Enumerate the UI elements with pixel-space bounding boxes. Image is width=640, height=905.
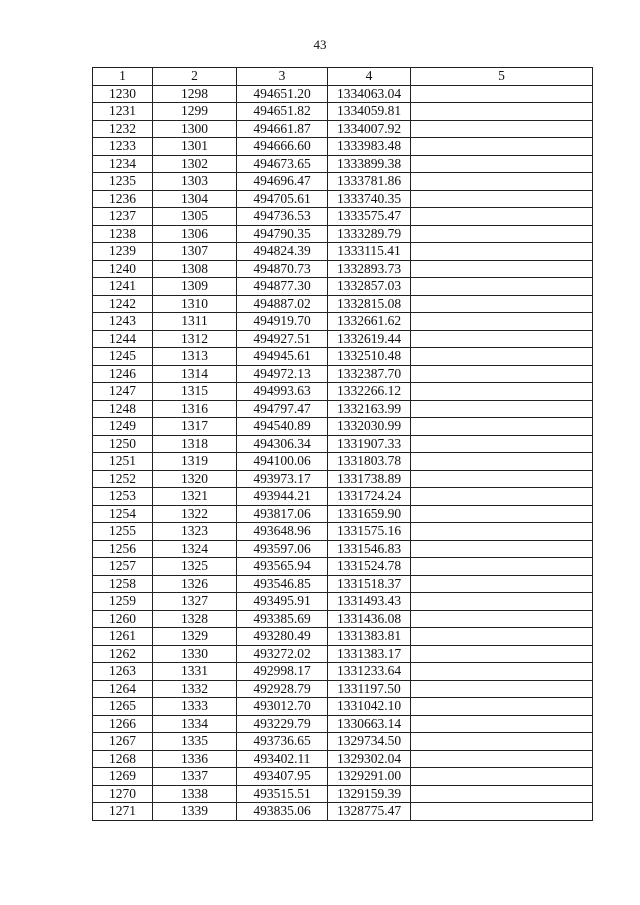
table-cell-col-5 bbox=[411, 540, 593, 558]
table-row bbox=[93, 278, 593, 296]
table-cell-col-4: 1332030.99 bbox=[328, 418, 411, 436]
table-cell-col-4: 1329291.00 bbox=[328, 768, 411, 786]
table-cell-col-4: 1331738.89 bbox=[328, 470, 411, 488]
table-cell-col-1: 1246 bbox=[93, 365, 153, 383]
table-cell-col-2: 1329 bbox=[153, 628, 237, 646]
table-cell-col-3: 494824.39 bbox=[237, 243, 328, 261]
table-cell-col-5 bbox=[411, 418, 593, 436]
table-cell-col-5 bbox=[411, 400, 593, 418]
table-cell-col-1: 1254 bbox=[93, 505, 153, 523]
table-cell-col-1: 1253 bbox=[93, 488, 153, 506]
table-row bbox=[93, 313, 593, 331]
table-cell-col-4: 1331524.78 bbox=[328, 558, 411, 576]
table-cell-col-4: 1328775.47 bbox=[328, 803, 411, 821]
page-number: 43 bbox=[313, 37, 327, 52]
table-cell-col-4: 1331436.08 bbox=[328, 610, 411, 628]
table-cell-col-3: 494877.30 bbox=[237, 278, 328, 296]
table-cell-col-5 bbox=[411, 120, 593, 138]
table-cell-col-1: 1256 bbox=[93, 540, 153, 558]
table-cell-col-2: 1327 bbox=[153, 593, 237, 611]
table-cell-col-3: 494945.61 bbox=[237, 348, 328, 366]
table-cell-col-2: 1317 bbox=[153, 418, 237, 436]
table-cell-col-3: 494666.60 bbox=[237, 138, 328, 156]
table-cell-col-2: 1306 bbox=[153, 225, 237, 243]
table-cell-col-5 bbox=[411, 365, 593, 383]
table-cell-col-5 bbox=[411, 103, 593, 121]
table-row bbox=[93, 225, 593, 243]
table-cell-col-4: 1331907.33 bbox=[328, 435, 411, 453]
table-cell-col-1: 1236 bbox=[93, 190, 153, 208]
table-cell-col-3: 493973.17 bbox=[237, 470, 328, 488]
table-cell-col-3: 494993.63 bbox=[237, 383, 328, 401]
table-cell-col-3: 493546.85 bbox=[237, 575, 328, 593]
table-cell-col-4: 1332163.99 bbox=[328, 400, 411, 418]
table-cell-col-3: 493597.06 bbox=[237, 540, 328, 558]
table-cell-col-4: 1331493.43 bbox=[328, 593, 411, 611]
table-cell-col-1: 1239 bbox=[93, 243, 153, 261]
table-cell-col-1: 1240 bbox=[93, 260, 153, 278]
table-cell-col-4: 1331383.17 bbox=[328, 645, 411, 663]
column-header-1: 1 bbox=[93, 68, 153, 86]
table-cell-col-4: 1331575.16 bbox=[328, 523, 411, 541]
table-cell-col-5 bbox=[411, 610, 593, 628]
table-cell-col-2: 1331 bbox=[153, 663, 237, 681]
table-cell-col-2: 1304 bbox=[153, 190, 237, 208]
table-cell-col-2: 1318 bbox=[153, 435, 237, 453]
table-cell-col-3: 493402.11 bbox=[237, 750, 328, 768]
table-cell-col-2: 1305 bbox=[153, 208, 237, 226]
table-cell-col-4: 1332815.08 bbox=[328, 295, 411, 313]
table-cell-col-1: 1242 bbox=[93, 295, 153, 313]
table-row bbox=[93, 120, 593, 138]
table-cell-col-2: 1301 bbox=[153, 138, 237, 156]
table-row bbox=[93, 103, 593, 121]
table-cell-col-5 bbox=[411, 138, 593, 156]
table-cell-col-4: 1333289.79 bbox=[328, 225, 411, 243]
table-row bbox=[93, 400, 593, 418]
table-cell-col-4: 1333781.86 bbox=[328, 173, 411, 191]
table-cell-col-4: 1331042.10 bbox=[328, 698, 411, 716]
table-row bbox=[93, 785, 593, 803]
table-cell-col-1: 1257 bbox=[93, 558, 153, 576]
table-cell-col-5 bbox=[411, 435, 593, 453]
table-cell-col-5 bbox=[411, 260, 593, 278]
table-cell-col-4: 1331383.81 bbox=[328, 628, 411, 646]
table-cell-col-3: 494790.35 bbox=[237, 225, 328, 243]
table-cell-col-3: 493407.95 bbox=[237, 768, 328, 786]
table-cell-col-2: 1332 bbox=[153, 680, 237, 698]
table-cell-col-2: 1309 bbox=[153, 278, 237, 296]
table-cell-col-5 bbox=[411, 453, 593, 471]
table-row bbox=[93, 610, 593, 628]
table-cell-col-4: 1332387.70 bbox=[328, 365, 411, 383]
table-cell-col-1: 1251 bbox=[93, 453, 153, 471]
table-cell-col-2: 1313 bbox=[153, 348, 237, 366]
table-row bbox=[93, 435, 593, 453]
table-cell-col-5 bbox=[411, 785, 593, 803]
table-row bbox=[93, 453, 593, 471]
table-cell-col-4: 1331197.50 bbox=[328, 680, 411, 698]
table-cell-col-2: 1335 bbox=[153, 733, 237, 751]
table-cell-col-2: 1320 bbox=[153, 470, 237, 488]
table-cell-col-3: 493229.79 bbox=[237, 715, 328, 733]
table-row bbox=[93, 645, 593, 663]
table-cell-col-1: 1234 bbox=[93, 155, 153, 173]
table-cell-col-5 bbox=[411, 85, 593, 103]
table-cell-col-2: 1303 bbox=[153, 173, 237, 191]
table-cell-col-4: 1333740.35 bbox=[328, 190, 411, 208]
table-cell-col-5 bbox=[411, 243, 593, 261]
table-cell-col-5 bbox=[411, 383, 593, 401]
table-row bbox=[93, 715, 593, 733]
table-row bbox=[93, 418, 593, 436]
table-row bbox=[93, 330, 593, 348]
table-cell-col-5 bbox=[411, 663, 593, 681]
table-cell-col-2: 1316 bbox=[153, 400, 237, 418]
table-cell-col-5 bbox=[411, 470, 593, 488]
table-row bbox=[93, 698, 593, 716]
table-cell-col-1: 1255 bbox=[93, 523, 153, 541]
table-cell-col-4: 1331803.78 bbox=[328, 453, 411, 471]
table-cell-col-2: 1326 bbox=[153, 575, 237, 593]
table-cell-col-3: 494797.47 bbox=[237, 400, 328, 418]
table-cell-col-1: 1270 bbox=[93, 785, 153, 803]
table-cell-col-3: 494661.87 bbox=[237, 120, 328, 138]
table-cell-col-5 bbox=[411, 593, 593, 611]
table-row bbox=[93, 243, 593, 261]
table-cell-col-4: 1334063.04 bbox=[328, 85, 411, 103]
table-cell-col-2: 1339 bbox=[153, 803, 237, 821]
table-row bbox=[93, 365, 593, 383]
table-cell-col-2: 1298 bbox=[153, 85, 237, 103]
coordinates-table bbox=[92, 67, 593, 821]
table-cell-col-2: 1334 bbox=[153, 715, 237, 733]
table-cell-col-3: 493495.91 bbox=[237, 593, 328, 611]
table-row bbox=[93, 470, 593, 488]
table-cell-col-4: 1331518.37 bbox=[328, 575, 411, 593]
table-cell-col-3: 493385.69 bbox=[237, 610, 328, 628]
table-cell-col-3: 493817.06 bbox=[237, 505, 328, 523]
table-cell-col-3: 493565.94 bbox=[237, 558, 328, 576]
table-cell-col-2: 1337 bbox=[153, 768, 237, 786]
table-cell-col-3: 494972.13 bbox=[237, 365, 328, 383]
column-header-3: 3 bbox=[237, 68, 328, 86]
table-cell-col-1: 1230 bbox=[93, 85, 153, 103]
table-cell-col-1: 1265 bbox=[93, 698, 153, 716]
table-cell-col-2: 1308 bbox=[153, 260, 237, 278]
table-row bbox=[93, 628, 593, 646]
table-cell-col-2: 1311 bbox=[153, 313, 237, 331]
table-row bbox=[93, 733, 593, 751]
table-cell-col-5 bbox=[411, 295, 593, 313]
table-cell-col-2: 1325 bbox=[153, 558, 237, 576]
table-cell-col-4: 1332893.73 bbox=[328, 260, 411, 278]
table-row bbox=[93, 488, 593, 506]
table-cell-col-3: 494651.82 bbox=[237, 103, 328, 121]
table-cell-col-1: 1268 bbox=[93, 750, 153, 768]
table-cell-col-1: 1243 bbox=[93, 313, 153, 331]
table-cell-col-3: 492998.17 bbox=[237, 663, 328, 681]
table-cell-col-1: 1264 bbox=[93, 680, 153, 698]
table-row bbox=[93, 593, 593, 611]
table-row bbox=[93, 260, 593, 278]
table-cell-col-3: 494540.89 bbox=[237, 418, 328, 436]
table-cell-col-1: 1267 bbox=[93, 733, 153, 751]
table-cell-col-3: 494306.34 bbox=[237, 435, 328, 453]
table-cell-col-1: 1250 bbox=[93, 435, 153, 453]
table-cell-col-2: 1307 bbox=[153, 243, 237, 261]
table-cell-col-2: 1315 bbox=[153, 383, 237, 401]
table-cell-col-2: 1336 bbox=[153, 750, 237, 768]
table-cell-col-5 bbox=[411, 208, 593, 226]
table-cell-col-1: 1271 bbox=[93, 803, 153, 821]
table-cell-col-5 bbox=[411, 330, 593, 348]
table-cell-col-1: 1248 bbox=[93, 400, 153, 418]
table-cell-col-3: 493736.65 bbox=[237, 733, 328, 751]
table-cell-col-2: 1324 bbox=[153, 540, 237, 558]
table-cell-col-1: 1241 bbox=[93, 278, 153, 296]
table-cell-col-5 bbox=[411, 190, 593, 208]
table-row bbox=[93, 208, 593, 226]
table-row bbox=[93, 138, 593, 156]
table-cell-col-4: 1330663.14 bbox=[328, 715, 411, 733]
table-cell-col-3: 494887.02 bbox=[237, 295, 328, 313]
table-cell-col-3: 494705.61 bbox=[237, 190, 328, 208]
table-cell-col-2: 1299 bbox=[153, 103, 237, 121]
table-cell-col-5 bbox=[411, 750, 593, 768]
table-cell-col-3: 494919.70 bbox=[237, 313, 328, 331]
table-cell-col-1: 1244 bbox=[93, 330, 153, 348]
table-cell-col-1: 1249 bbox=[93, 418, 153, 436]
table-row bbox=[93, 85, 593, 103]
table-cell-col-2: 1330 bbox=[153, 645, 237, 663]
table-body bbox=[93, 85, 593, 820]
table-cell-col-2: 1328 bbox=[153, 610, 237, 628]
table-cell-col-4: 1333575.47 bbox=[328, 208, 411, 226]
table-row bbox=[93, 575, 593, 593]
table-row bbox=[93, 348, 593, 366]
table-cell-col-2: 1302 bbox=[153, 155, 237, 173]
table-cell-col-5 bbox=[411, 645, 593, 663]
table-cell-col-3: 494673.65 bbox=[237, 155, 328, 173]
table-cell-col-2: 1323 bbox=[153, 523, 237, 541]
table-cell-col-1: 1235 bbox=[93, 173, 153, 191]
table-cell-col-4: 1334059.81 bbox=[328, 103, 411, 121]
table-cell-col-5 bbox=[411, 173, 593, 191]
table-cell-col-3: 493515.51 bbox=[237, 785, 328, 803]
table-cell-col-3: 494696.47 bbox=[237, 173, 328, 191]
table-cell-col-1: 1266 bbox=[93, 715, 153, 733]
table-cell-col-1: 1269 bbox=[93, 768, 153, 786]
table-cell-col-5 bbox=[411, 505, 593, 523]
table-cell-col-2: 1310 bbox=[153, 295, 237, 313]
table-row bbox=[93, 295, 593, 313]
table-row bbox=[93, 173, 593, 191]
table-cell-col-5 bbox=[411, 698, 593, 716]
table-cell-col-3: 494651.20 bbox=[237, 85, 328, 103]
table-cell-col-3: 494736.53 bbox=[237, 208, 328, 226]
table-cell-col-1: 1261 bbox=[93, 628, 153, 646]
table-cell-col-4: 1333983.48 bbox=[328, 138, 411, 156]
table-cell-col-5 bbox=[411, 768, 593, 786]
table-cell-col-4: 1333899.38 bbox=[328, 155, 411, 173]
table-cell-col-4: 1332619.44 bbox=[328, 330, 411, 348]
table-cell-col-1: 1237 bbox=[93, 208, 153, 226]
table-cell-col-5 bbox=[411, 558, 593, 576]
table-cell-col-3: 493272.02 bbox=[237, 645, 328, 663]
table-row bbox=[93, 768, 593, 786]
table-row bbox=[93, 155, 593, 173]
table-cell-col-5 bbox=[411, 488, 593, 506]
table-cell-col-2: 1338 bbox=[153, 785, 237, 803]
table-cell-col-3: 493280.49 bbox=[237, 628, 328, 646]
table-cell-col-2: 1300 bbox=[153, 120, 237, 138]
table-cell-col-3: 494100.06 bbox=[237, 453, 328, 471]
table-cell-col-1: 1233 bbox=[93, 138, 153, 156]
table-cell-col-2: 1319 bbox=[153, 453, 237, 471]
table-row bbox=[93, 803, 593, 821]
table-cell-col-2: 1322 bbox=[153, 505, 237, 523]
table-cell-col-4: 1333115.41 bbox=[328, 243, 411, 261]
table-cell-col-4: 1331546.83 bbox=[328, 540, 411, 558]
table-cell-col-3: 492928.79 bbox=[237, 680, 328, 698]
column-header-2: 2 bbox=[153, 68, 237, 86]
table-cell-col-1: 1263 bbox=[93, 663, 153, 681]
table-cell-col-5 bbox=[411, 628, 593, 646]
table-cell-col-1: 1252 bbox=[93, 470, 153, 488]
table-cell-col-1: 1258 bbox=[93, 575, 153, 593]
table-cell-col-3: 494927.51 bbox=[237, 330, 328, 348]
table-row bbox=[93, 750, 593, 768]
table-cell-col-1: 1247 bbox=[93, 383, 153, 401]
table-cell-col-4: 1331659.90 bbox=[328, 505, 411, 523]
table-cell-col-2: 1312 bbox=[153, 330, 237, 348]
table-cell-col-3: 494870.73 bbox=[237, 260, 328, 278]
table-header-row bbox=[93, 68, 593, 86]
table-cell-col-5 bbox=[411, 575, 593, 593]
table-cell-col-4: 1332661.62 bbox=[328, 313, 411, 331]
table-cell-col-2: 1314 bbox=[153, 365, 237, 383]
table-cell-col-1: 1232 bbox=[93, 120, 153, 138]
table-cell-col-4: 1331233.64 bbox=[328, 663, 411, 681]
table-cell-col-1: 1260 bbox=[93, 610, 153, 628]
table-cell-col-3: 493648.96 bbox=[237, 523, 328, 541]
table-cell-col-1: 1238 bbox=[93, 225, 153, 243]
table-row bbox=[93, 540, 593, 558]
table-cell-col-5 bbox=[411, 733, 593, 751]
column-header-4: 4 bbox=[328, 68, 411, 86]
table-row bbox=[93, 190, 593, 208]
table-row bbox=[93, 383, 593, 401]
table-cell-col-1: 1231 bbox=[93, 103, 153, 121]
table-row bbox=[93, 663, 593, 681]
table-cell-col-1: 1259 bbox=[93, 593, 153, 611]
table-cell-col-5 bbox=[411, 715, 593, 733]
table-cell-col-5 bbox=[411, 313, 593, 331]
table-cell-col-4: 1332510.48 bbox=[328, 348, 411, 366]
table-cell-col-3: 493835.06 bbox=[237, 803, 328, 821]
table-cell-col-5 bbox=[411, 348, 593, 366]
table-row bbox=[93, 680, 593, 698]
table-cell-col-2: 1321 bbox=[153, 488, 237, 506]
table-cell-col-1: 1245 bbox=[93, 348, 153, 366]
table-cell-col-4: 1329159.39 bbox=[328, 785, 411, 803]
table-cell-col-5 bbox=[411, 155, 593, 173]
table-cell-col-4: 1334007.92 bbox=[328, 120, 411, 138]
table-cell-col-1: 1262 bbox=[93, 645, 153, 663]
table-row bbox=[93, 558, 593, 576]
table-cell-col-2: 1333 bbox=[153, 698, 237, 716]
table-cell-col-4: 1331724.24 bbox=[328, 488, 411, 506]
table-cell-col-4: 1329302.04 bbox=[328, 750, 411, 768]
table-cell-col-5 bbox=[411, 803, 593, 821]
table-cell-col-3: 493944.21 bbox=[237, 488, 328, 506]
table-cell-col-5 bbox=[411, 680, 593, 698]
table-cell-col-5 bbox=[411, 278, 593, 296]
table-cell-col-5 bbox=[411, 225, 593, 243]
table-cell-col-3: 493012.70 bbox=[237, 698, 328, 716]
table-cell-col-5 bbox=[411, 523, 593, 541]
table-cell-col-4: 1332857.03 bbox=[328, 278, 411, 296]
table-cell-col-4: 1332266.12 bbox=[328, 383, 411, 401]
table-row bbox=[93, 523, 593, 541]
table-row bbox=[93, 505, 593, 523]
table-cell-col-4: 1329734.50 bbox=[328, 733, 411, 751]
column-header-5: 5 bbox=[411, 68, 593, 86]
